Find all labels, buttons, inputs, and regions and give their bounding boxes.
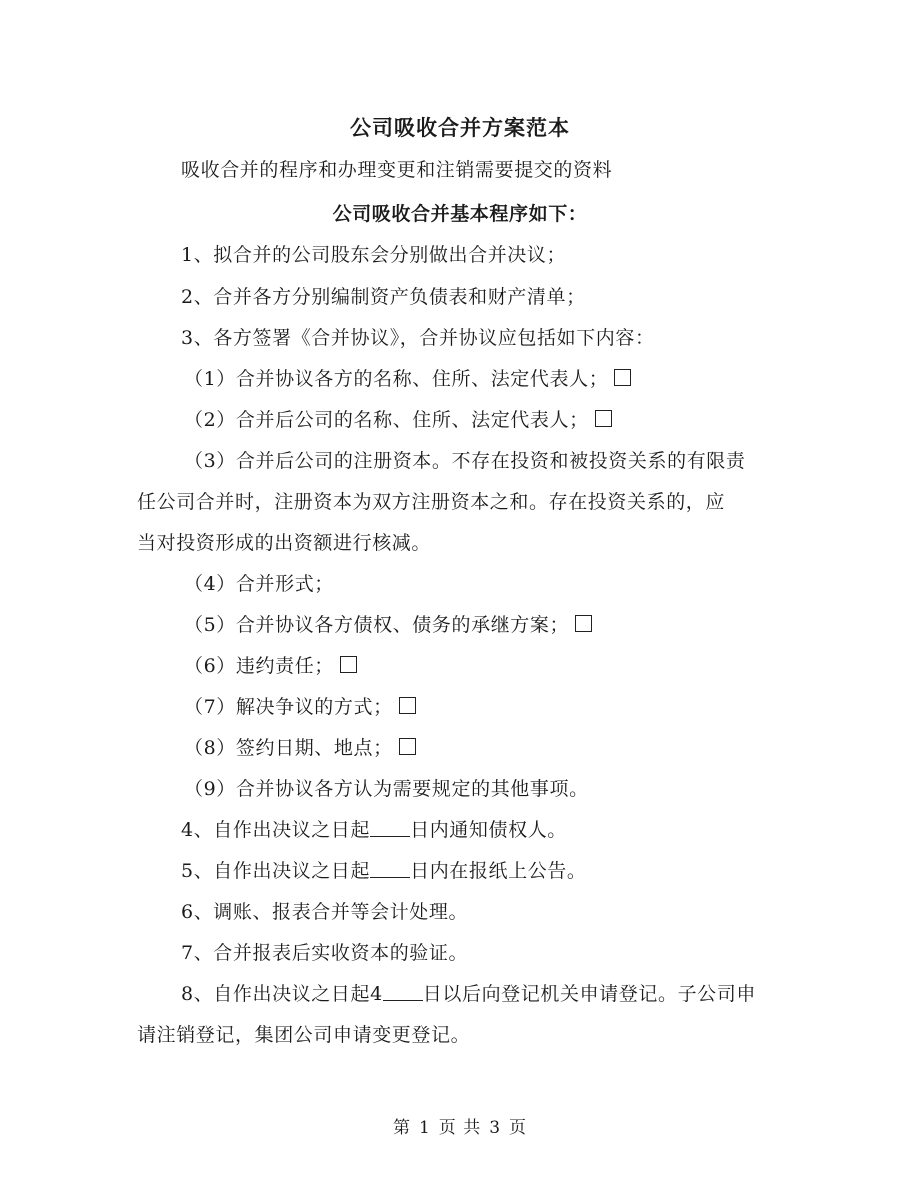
checkbox-icon xyxy=(595,410,612,427)
clause-6-text: （6）违约责任； xyxy=(184,655,334,677)
step-3: 3、各方签署《合并协议》，合并协议应包括如下内容： xyxy=(181,327,655,349)
checkbox-icon xyxy=(399,738,416,755)
clause-5-text: （5）合并协议各方债权、债务的承继方案； xyxy=(184,614,570,636)
clause-6 xyxy=(184,651,357,678)
clause-2 xyxy=(184,405,612,432)
step-5-pre: 5、自作出决议之日起 xyxy=(181,860,371,882)
step-1: 1、拟合并的公司股东会分别做出合并决议； xyxy=(181,244,567,266)
page-title: 公司吸收合并方案范本 xyxy=(350,115,570,140)
checkbox-icon xyxy=(340,656,357,673)
clause-9: （9）合并协议各方认为需要规定的其他事项。 xyxy=(184,778,589,800)
step-8-post: 日以后向登记机关申请登记。子公司申 xyxy=(422,983,756,1005)
clause-7 xyxy=(184,692,416,719)
step-4-post: 日内通知债权人。 xyxy=(410,819,567,841)
clause-4: （4）合并形式； xyxy=(184,573,334,595)
clause-5 xyxy=(184,610,592,637)
step-2: 2、合并各方分别编制资产负债表和财产清单； xyxy=(181,286,586,308)
step-8-pre: 8、自作出决议之日起4 xyxy=(181,983,383,1005)
step-7: 7、合并报表后实收资本的验证。 xyxy=(181,942,469,964)
page-footer xyxy=(0,1113,920,1138)
step-4-pre: 4、自作出决议之日起 xyxy=(181,819,371,841)
step-5-post: 日内在报纸上公告。 xyxy=(410,860,587,882)
clause-1-text: （1）合并协议各方的名称、住所、法定代表人； xyxy=(184,368,609,390)
clause-2-text: （2）合并后公司的名称、住所、法定代表人； xyxy=(184,409,589,431)
footer-prefix: 第 xyxy=(392,1118,411,1138)
blank-underline xyxy=(370,819,410,837)
clause-3-line-3: 当对投资形成的出资额进行核减。 xyxy=(137,532,432,554)
clause-8-text: （8）签约日期、地点； xyxy=(184,737,393,759)
checkbox-icon xyxy=(575,615,592,632)
document-subtitle: 吸收合并的程序和办理变更和注销需要提交的资料 xyxy=(181,159,613,181)
blank-underline xyxy=(370,860,410,878)
checkbox-icon xyxy=(614,369,631,386)
step-8-line-2: 请注销登记，集团公司申请变更登记。 xyxy=(137,1024,471,1046)
clause-1 xyxy=(184,364,631,391)
checkbox-icon xyxy=(399,697,416,714)
step-8 xyxy=(181,979,756,1006)
clause-8 xyxy=(184,733,416,760)
clause-3-line-1: （3）合并后公司的注册资本。不存在投资和被投资关系的有限责 xyxy=(184,450,746,472)
clause-3-line-2: 任公司合并时，注册资本为双方注册资本之和。存在投资关系的，应 xyxy=(137,491,726,513)
blank-underline xyxy=(383,983,423,1001)
footer-current-page: 1 xyxy=(418,1118,431,1138)
footer-total-pages: 3 xyxy=(489,1118,502,1138)
clause-7-text: （7）解决争议的方式； xyxy=(184,696,393,718)
step-5 xyxy=(181,856,587,883)
step-4 xyxy=(181,815,567,842)
section-heading: 公司吸收合并基本程序如下： xyxy=(332,203,588,225)
footer-mid: 页 共 xyxy=(438,1118,482,1138)
footer-suffix: 页 xyxy=(509,1118,528,1138)
step-6: 6、调账、报表合并等会计处理。 xyxy=(181,901,469,923)
